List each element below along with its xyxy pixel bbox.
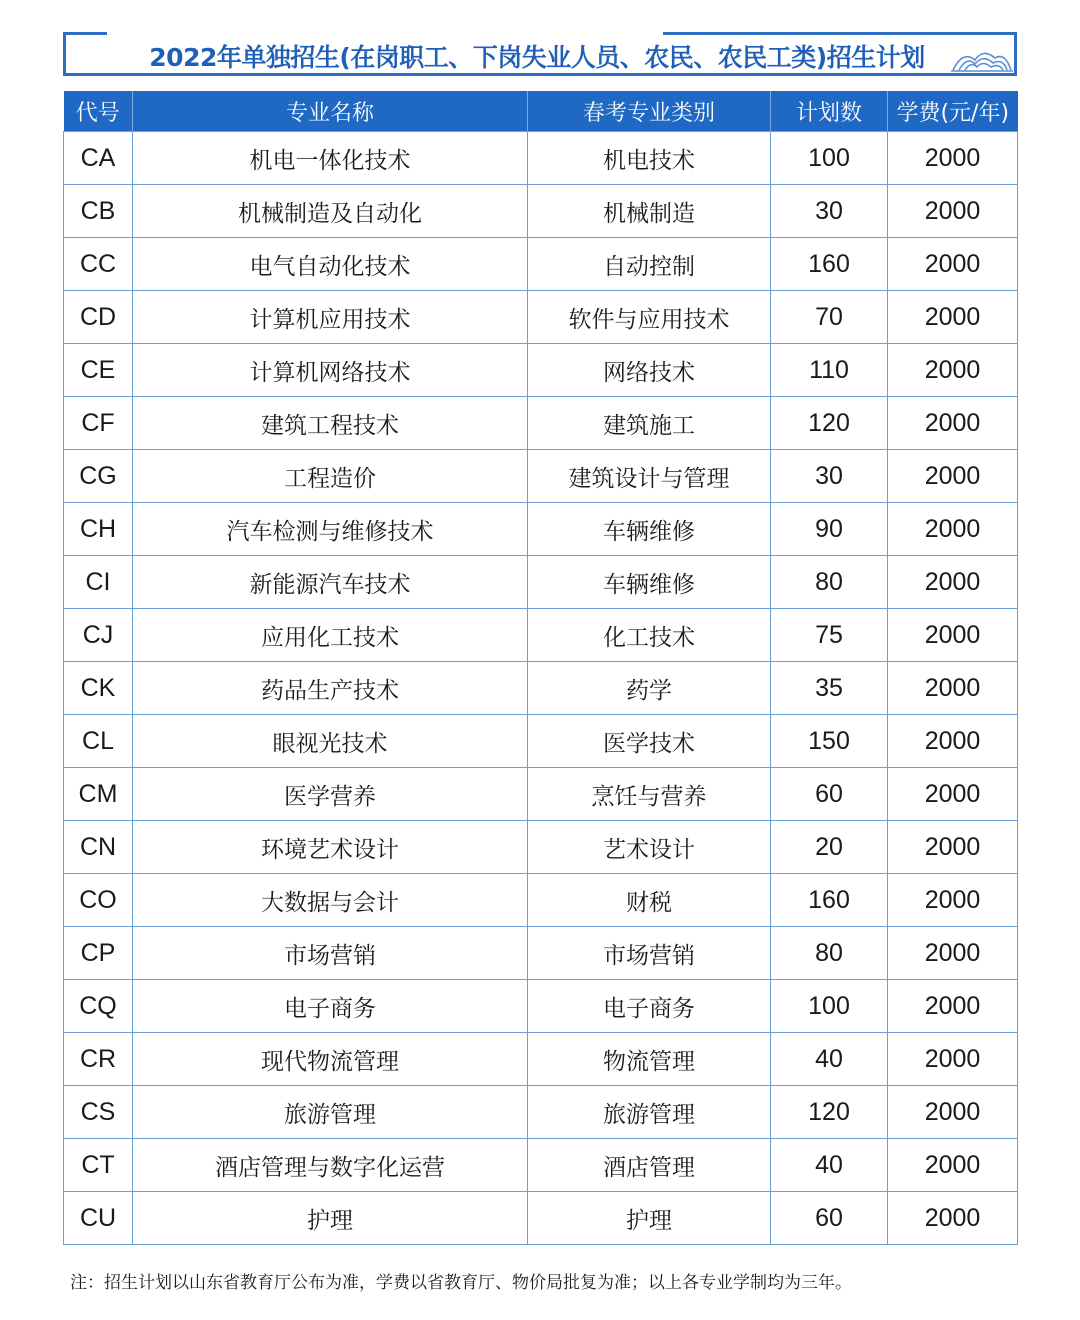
cell-major: 电气自动化技术 [133, 238, 528, 291]
cell-plan: 160 [771, 238, 888, 291]
cell-major: 电子商务 [133, 980, 528, 1033]
table-row [64, 662, 1018, 715]
cell-category: 物流管理 [528, 1033, 771, 1086]
page-title: 2022年单独招生(在岗职工、下岗失业人员、农民、农民工类)招生计划 [149, 43, 925, 72]
table-row [64, 238, 1018, 291]
cell-plan: 70 [771, 291, 888, 344]
cell-fee: 2000 [888, 344, 1018, 397]
cell-code: CJ [64, 609, 133, 662]
table-row [64, 927, 1018, 980]
cell-category: 建筑施工 [528, 397, 771, 450]
title-banner [63, 32, 1017, 76]
cell-plan: 150 [771, 715, 888, 768]
cell-category: 车辆维修 [528, 556, 771, 609]
cell-major: 机械制造及自动化 [133, 185, 528, 238]
cell-category: 自动控制 [528, 238, 771, 291]
cell-category: 烹饪与营养 [528, 768, 771, 821]
cell-plan: 40 [771, 1139, 888, 1192]
cell-fee: 2000 [888, 132, 1018, 185]
cell-fee: 2000 [888, 1086, 1018, 1139]
cell-category: 机械制造 [528, 185, 771, 238]
footnote: 注：招生计划以山东省教育厅公布为准，学费以省教育厅、物价局批复为准；以上各专业学制均为三年。 [70, 1273, 852, 1293]
cell-code: CF [64, 397, 133, 450]
cell-code: CR [64, 1033, 133, 1086]
table-row [64, 715, 1018, 768]
cell-major: 眼视光技术 [133, 715, 528, 768]
cell-plan: 30 [771, 185, 888, 238]
cell-category: 化工技术 [528, 609, 771, 662]
table-row [64, 185, 1018, 238]
cell-major: 现代物流管理 [133, 1033, 528, 1086]
cell-plan: 100 [771, 980, 888, 1033]
cell-fee: 2000 [888, 1192, 1018, 1245]
cell-fee: 2000 [888, 1033, 1018, 1086]
table-row [64, 503, 1018, 556]
cell-code: CN [64, 821, 133, 874]
cell-category: 药学 [528, 662, 771, 715]
title-frame-corner-left [63, 32, 107, 76]
cell-fee: 2000 [888, 874, 1018, 927]
cell-major: 医学营养 [133, 768, 528, 821]
cell-major: 药品生产技术 [133, 662, 528, 715]
table-row [64, 821, 1018, 874]
table-row [64, 1139, 1018, 1192]
cell-plan: 80 [771, 927, 888, 980]
cell-fee: 2000 [888, 556, 1018, 609]
table-row [64, 1033, 1018, 1086]
table-row [64, 397, 1018, 450]
cell-code: CO [64, 874, 133, 927]
cell-category: 酒店管理 [528, 1139, 771, 1192]
cell-category: 旅游管理 [528, 1086, 771, 1139]
cell-major: 机电一体化技术 [133, 132, 528, 185]
cell-major: 新能源汽车技术 [133, 556, 528, 609]
cell-plan: 75 [771, 609, 888, 662]
cell-code: CC [64, 238, 133, 291]
cell-code: CD [64, 291, 133, 344]
table-row [64, 609, 1018, 662]
cell-fee: 2000 [888, 503, 1018, 556]
table-header-row [64, 91, 1018, 132]
cell-plan: 60 [771, 1192, 888, 1245]
table-row [64, 1086, 1018, 1139]
cell-fee: 2000 [888, 821, 1018, 874]
table-row [64, 132, 1018, 185]
column-header-code: 代号 [64, 91, 133, 132]
cell-fee: 2000 [888, 185, 1018, 238]
cell-category: 机电技术 [528, 132, 771, 185]
cell-plan: 90 [771, 503, 888, 556]
cell-plan: 40 [771, 1033, 888, 1086]
cell-plan: 160 [771, 874, 888, 927]
cell-major: 护理 [133, 1192, 528, 1245]
cell-category: 财税 [528, 874, 771, 927]
cell-code: CQ [64, 980, 133, 1033]
table-row [64, 344, 1018, 397]
cell-code: CB [64, 185, 133, 238]
cell-plan: 35 [771, 662, 888, 715]
cell-category: 市场营销 [528, 927, 771, 980]
cell-major: 环境艺术设计 [133, 821, 528, 874]
cell-major: 工程造价 [133, 450, 528, 503]
enrollment-plan-table [63, 91, 1018, 1245]
cell-fee: 2000 [888, 715, 1018, 768]
cell-plan: 100 [771, 132, 888, 185]
cell-major: 市场营销 [133, 927, 528, 980]
cell-code: CK [64, 662, 133, 715]
cell-code: CT [64, 1139, 133, 1192]
cell-major: 应用化工技术 [133, 609, 528, 662]
cell-plan: 120 [771, 1086, 888, 1139]
cell-plan: 80 [771, 556, 888, 609]
cell-fee: 2000 [888, 1139, 1018, 1192]
column-header-category: 春考专业类别 [528, 91, 771, 132]
cell-fee: 2000 [888, 238, 1018, 291]
cell-category: 电子商务 [528, 980, 771, 1033]
cell-category: 网络技术 [528, 344, 771, 397]
table-row [64, 980, 1018, 1033]
cell-major: 酒店管理与数字化运营 [133, 1139, 528, 1192]
cell-major: 建筑工程技术 [133, 397, 528, 450]
cell-category: 医学技术 [528, 715, 771, 768]
cloud-wave-icon [951, 46, 1013, 72]
cell-category: 护理 [528, 1192, 771, 1245]
cell-code: CS [64, 1086, 133, 1139]
column-header-major: 专业名称 [133, 91, 528, 132]
cell-plan: 120 [771, 397, 888, 450]
cell-code: CM [64, 768, 133, 821]
cell-category: 车辆维修 [528, 503, 771, 556]
cell-category: 艺术设计 [528, 821, 771, 874]
cell-plan: 20 [771, 821, 888, 874]
cell-code: CE [64, 344, 133, 397]
cell-plan: 30 [771, 450, 888, 503]
cell-fee: 2000 [888, 450, 1018, 503]
cell-major: 计算机应用技术 [133, 291, 528, 344]
cell-code: CA [64, 132, 133, 185]
cell-major: 大数据与会计 [133, 874, 528, 927]
cell-code: CI [64, 556, 133, 609]
cell-category: 软件与应用技术 [528, 291, 771, 344]
cell-code: CH [64, 503, 133, 556]
table-row [64, 556, 1018, 609]
cell-fee: 2000 [888, 980, 1018, 1033]
table-row [64, 450, 1018, 503]
cell-fee: 2000 [888, 291, 1018, 344]
column-header-fee: 学费(元/年) [888, 91, 1018, 132]
table-row [64, 874, 1018, 927]
cell-fee: 2000 [888, 768, 1018, 821]
cell-plan: 60 [771, 768, 888, 821]
cell-code: CG [64, 450, 133, 503]
table-row [64, 291, 1018, 344]
table-row [64, 768, 1018, 821]
cell-major: 旅游管理 [133, 1086, 528, 1139]
cell-fee: 2000 [888, 397, 1018, 450]
cell-category: 建筑设计与管理 [528, 450, 771, 503]
cell-code: CL [64, 715, 133, 768]
cell-code: CU [64, 1192, 133, 1245]
cell-major: 汽车检测与维修技术 [133, 503, 528, 556]
column-header-plan: 计划数 [771, 91, 888, 132]
cell-code: CP [64, 927, 133, 980]
cell-major: 计算机网络技术 [133, 344, 528, 397]
cell-plan: 110 [771, 344, 888, 397]
cell-fee: 2000 [888, 609, 1018, 662]
cell-fee: 2000 [888, 662, 1018, 715]
table-row [64, 1192, 1018, 1245]
cell-fee: 2000 [888, 927, 1018, 980]
